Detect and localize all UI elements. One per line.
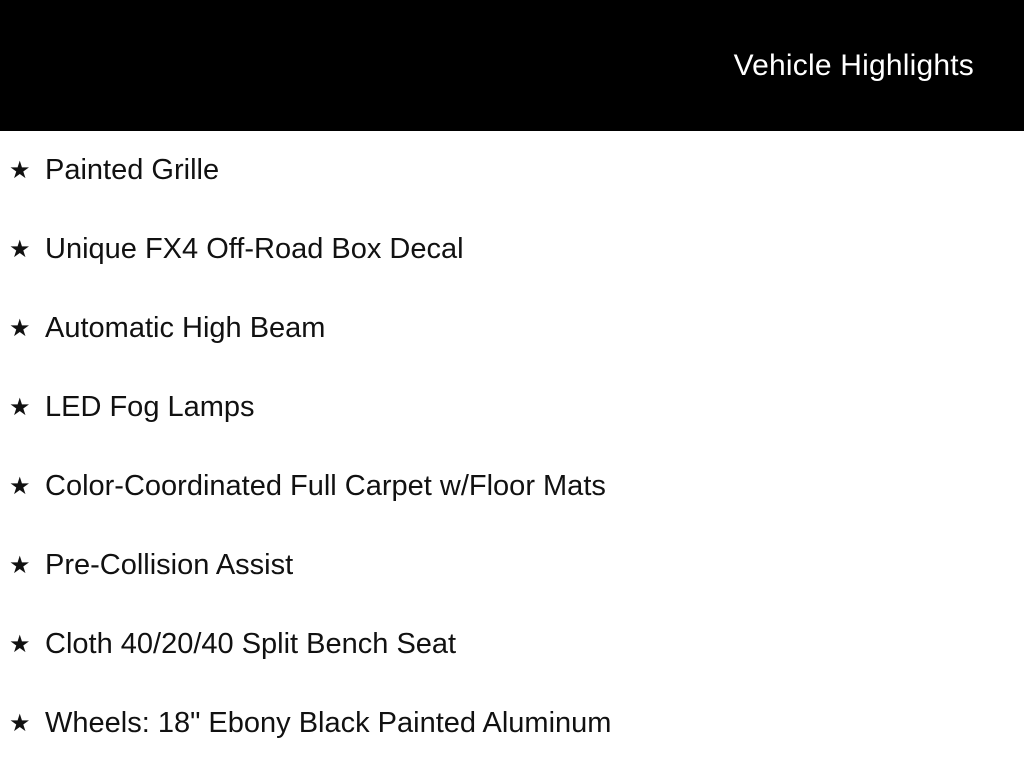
star-icon: ★ xyxy=(9,551,31,579)
star-icon: ★ xyxy=(9,393,31,421)
highlight-item-label: Pre-Collision Assist xyxy=(45,548,294,581)
highlight-item-label: Painted Grille xyxy=(45,153,220,186)
highlights-list xyxy=(0,131,1024,768)
star-icon: ★ xyxy=(9,235,31,263)
header xyxy=(0,0,1024,131)
highlight-item-label: Cloth 40/20/40 Split Bench Seat xyxy=(45,627,457,660)
list-item xyxy=(0,526,1024,605)
list-item xyxy=(0,289,1024,368)
star-icon: ★ xyxy=(9,314,31,342)
list-item xyxy=(0,210,1024,289)
star-icon: ★ xyxy=(9,630,31,658)
list-item xyxy=(0,368,1024,447)
highlight-item-label: Color-Coordinated Full Carpet w/Floor Mats xyxy=(45,469,606,502)
star-icon: ★ xyxy=(9,709,31,737)
highlight-item-label: Unique FX4 Off-Road Box Decal xyxy=(45,232,464,265)
list-item xyxy=(0,131,1024,210)
highlight-item-label: Automatic High Beam xyxy=(45,311,326,344)
list-item xyxy=(0,605,1024,684)
highlight-item-label: Wheels: 18" Ebony Black Painted Aluminum xyxy=(45,706,612,739)
highlight-item-label: LED Fog Lamps xyxy=(45,390,255,423)
page-title: Vehicle Highlights xyxy=(733,48,974,82)
star-icon: ★ xyxy=(9,472,31,500)
list-item xyxy=(0,447,1024,526)
star-icon: ★ xyxy=(9,156,31,184)
list-item xyxy=(0,684,1024,763)
